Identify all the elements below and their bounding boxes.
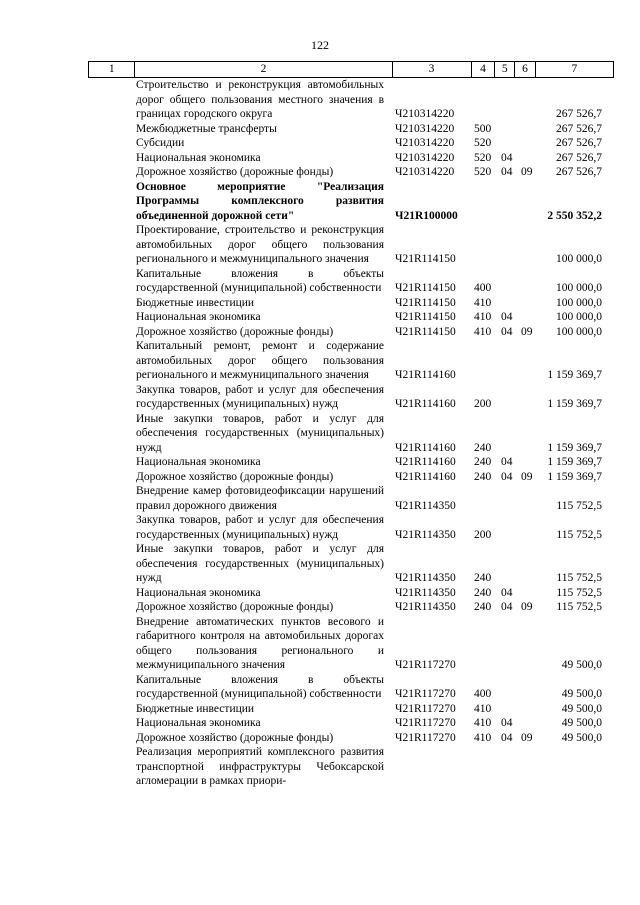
header-col-3: 3 — [392, 62, 471, 77]
row-vr: 240 — [474, 456, 492, 468]
row-code: Ч21R114160 — [395, 470, 456, 483]
row-rz: 04 — [501, 151, 513, 164]
row-code: Ч21R114160 — [395, 456, 456, 468]
table-row — [0, 745, 640, 789]
row-sum: 100 000,0 — [556, 253, 602, 265]
row-code: Ч21R117270 — [395, 731, 456, 744]
table-row — [0, 325, 640, 340]
row-vr: 400 — [474, 688, 492, 700]
row-sum: 100 000,0 — [556, 325, 602, 338]
header-col-4: 4 — [471, 62, 495, 77]
row-sum: 1 159 369,7 — [547, 441, 602, 454]
header-col-5: 5 — [494, 62, 514, 77]
row-code: Ч21R117270 — [395, 702, 456, 715]
row-code: Ч21R117270 — [395, 717, 456, 729]
row-code: Ч21R114350 — [395, 601, 456, 613]
row-name: Дорожное хозяйство (дорожные фонды) — [136, 470, 334, 483]
row-vr: 200 — [474, 528, 492, 541]
row-sum: 1 159 369,7 — [547, 456, 602, 468]
row-rz: 04 — [501, 586, 513, 599]
table-row — [0, 615, 640, 673]
row-code: Ч21R114350 — [395, 586, 456, 599]
table-row — [0, 78, 640, 122]
row-rz: 04 — [501, 456, 513, 468]
row-vr: 410 — [474, 731, 492, 744]
row-sum: 1 159 369,7 — [547, 369, 602, 381]
row-name: Основное мероприятие "Реализация Программы комплексного развития объединенной дорожной сети" — [136, 180, 384, 222]
row-code: Ч210314220 — [395, 108, 455, 120]
row-vr: 520 — [474, 137, 492, 149]
row-code: Ч21R114160 — [395, 398, 456, 410]
row-code: Ч210314220 — [395, 151, 455, 164]
table-row — [0, 310, 640, 325]
table-row — [0, 122, 640, 137]
row-rz: 04 — [501, 731, 513, 744]
table-row — [0, 151, 640, 166]
row-sum: 115 752,5 — [556, 601, 602, 613]
row-sum: 49 500,0 — [561, 731, 602, 744]
table-row — [0, 296, 640, 311]
row-code: Ч21R114150 — [395, 311, 456, 323]
row-name: Национальная экономика — [136, 717, 261, 729]
header-col-7: 7 — [535, 62, 614, 77]
row-code: Ч210314220 — [395, 166, 455, 178]
row-name: Дорожное хозяйство (дорожные фонды) — [136, 166, 334, 178]
row-code: Ч210314220 — [395, 137, 455, 149]
table-row — [0, 136, 640, 151]
row-vr: 520 — [474, 151, 492, 164]
row-vr: 410 — [474, 311, 492, 323]
table-row — [0, 673, 640, 702]
row-sum: 49 500,0 — [561, 659, 602, 671]
table-row — [0, 383, 640, 412]
header-col-1: 1 — [88, 62, 134, 77]
row-name: Иные закупки товаров, работ и услуг для обеспечения государственных (муниципальных) нужд — [136, 543, 384, 584]
row-name: Закупка товаров, работ и услуг для обеспечения государственных (муниципальных) нужд — [136, 514, 384, 541]
table-header — [88, 61, 614, 78]
row-name: Бюджетные инвестиции — [136, 296, 255, 309]
row-sum: 267 526,7 — [556, 166, 602, 178]
table-row — [0, 180, 640, 224]
row-rz: 04 — [501, 717, 513, 729]
row-name: Бюджетные инвестиции — [136, 702, 255, 715]
table-row — [0, 339, 640, 383]
table-row — [0, 470, 640, 485]
row-vr: 520 — [474, 166, 492, 178]
row-name: Национальная экономика — [136, 311, 261, 323]
row-vr: 500 — [474, 122, 492, 135]
row-vr: 400 — [474, 282, 492, 294]
row-sum: 100 000,0 — [556, 296, 602, 309]
row-rz: 04 — [501, 166, 513, 178]
row-vr: 240 — [474, 586, 492, 599]
table-row — [0, 702, 640, 717]
row-code: Ч21R117270 — [395, 688, 456, 700]
row-code: Ч210314220 — [395, 122, 455, 135]
row-code: Ч21R114160 — [395, 369, 456, 381]
row-vr: 240 — [474, 441, 492, 454]
table-row — [0, 165, 640, 180]
row-sum: 267 526,7 — [556, 137, 602, 149]
row-sum: 115 752,5 — [556, 586, 602, 599]
row-name: Субсидии — [136, 137, 185, 149]
table-row — [0, 455, 640, 470]
row-code: Ч21R114350 — [395, 528, 456, 541]
table-row — [0, 600, 640, 615]
row-pr: 09 — [521, 470, 533, 483]
row-rz: 04 — [501, 311, 513, 323]
row-rz: 04 — [501, 325, 513, 338]
row-sum: 115 752,5 — [556, 499, 602, 512]
row-name: Строительство и реконструкция автомобильных дорог общего пользования местного значения в границах городского округа — [136, 79, 384, 120]
row-name: Национальная экономика — [136, 456, 261, 468]
table-row — [0, 267, 640, 296]
row-vr: 410 — [474, 325, 492, 338]
row-sum: 1 159 369,7 — [547, 398, 602, 410]
row-rz: 04 — [501, 601, 513, 613]
row-code: Ч21R114350 — [395, 499, 456, 512]
row-pr: 09 — [521, 166, 533, 178]
row-name: Иные закупки товаров, работ и услуг для обеспечения государственных (муниципальных) нужд — [136, 412, 384, 454]
row-code: Ч21R114160 — [395, 441, 456, 454]
row-sum: 2 550 352,2 — [547, 209, 602, 222]
row-name: Капитальный ремонт, ремонт и содержание автомобильных дорог общего пользования регионального и межмуниципального значения — [136, 340, 384, 381]
row-sum: 100 000,0 — [556, 282, 602, 294]
table-row — [0, 542, 640, 586]
row-name: Дорожное хозяйство (дорожные фонды) — [136, 731, 334, 744]
table-row — [0, 484, 640, 513]
table-row — [0, 412, 640, 456]
row-pr: 09 — [521, 601, 533, 613]
row-name: Проектирование, строительство и реконструкция автомобильных дорог общего пользования регионального и межмуниципального значения — [136, 224, 384, 265]
row-code: Ч21R114150 — [395, 296, 456, 309]
row-sum: 267 526,7 — [556, 122, 602, 135]
row-code: Ч21R114350 — [395, 572, 456, 584]
row-code: Ч21R100000 — [395, 209, 458, 222]
row-pr: 09 — [521, 325, 533, 338]
row-name: Реализация мероприятий комплексного развития транспортной инфраструктуры Чебоксарской агломерации в рамках приори- — [136, 746, 384, 787]
row-code: Ч21R114150 — [395, 325, 456, 338]
row-vr: 410 — [474, 296, 492, 309]
row-name: Внедрение камер фотовидеофиксации нарушений правил дорожного движения — [136, 485, 384, 512]
row-vr: 200 — [474, 398, 492, 410]
table-row — [0, 223, 640, 267]
page-number: 122 — [311, 38, 329, 52]
header-col-6: 6 — [514, 62, 535, 77]
row-sum: 49 500,0 — [561, 702, 602, 715]
row-name: Национальная экономика — [136, 151, 261, 164]
row-sum: 115 752,5 — [556, 528, 602, 541]
row-name: Дорожное хозяйство (дорожные фонды) — [136, 601, 334, 613]
row-name: Дорожное хозяйство (дорожные фонды) — [136, 325, 334, 338]
row-name: Межбюджетные трансферты — [136, 122, 277, 135]
table-row — [0, 731, 640, 746]
row-sum: 115 752,5 — [556, 572, 602, 584]
row-rz: 04 — [501, 470, 513, 483]
row-sum: 267 526,7 — [556, 151, 602, 164]
row-name: Внедрение автоматических пунктов весового и габаритного контроля на автомобильных дорогах общего пользования регионального и межмуниципального значения — [136, 615, 384, 671]
row-code: Ч21R114150 — [395, 282, 456, 294]
table-row — [0, 513, 640, 542]
table-row — [0, 716, 640, 731]
header-col-2: 2 — [134, 62, 391, 77]
row-sum: 1 159 369,7 — [547, 470, 602, 483]
row-vr: 240 — [474, 601, 492, 613]
table-body — [0, 78, 640, 789]
row-pr: 09 — [521, 731, 533, 744]
row-vr: 410 — [474, 717, 492, 729]
row-code: Ч21R114150 — [395, 253, 456, 265]
row-vr: 240 — [474, 470, 492, 483]
row-sum: 49 500,0 — [561, 717, 602, 729]
row-name: Капитальные вложения в объекты государственной (муниципальной) собственности — [136, 673, 384, 700]
row-name: Закупка товаров, работ и услуг для обеспечения государственных (муниципальных) нужд — [136, 383, 384, 410]
row-sum: 100 000,0 — [556, 311, 602, 323]
row-sum: 267 526,7 — [556, 108, 602, 120]
row-sum: 49 500,0 — [561, 688, 602, 700]
row-vr: 240 — [474, 572, 492, 584]
row-code: Ч21R117270 — [395, 659, 456, 671]
row-name: Национальная экономика — [136, 586, 261, 599]
row-name: Капитальные вложения в объекты государственной (муниципальной) собственности — [136, 267, 384, 294]
table-row — [0, 586, 640, 601]
row-vr: 410 — [474, 702, 492, 715]
